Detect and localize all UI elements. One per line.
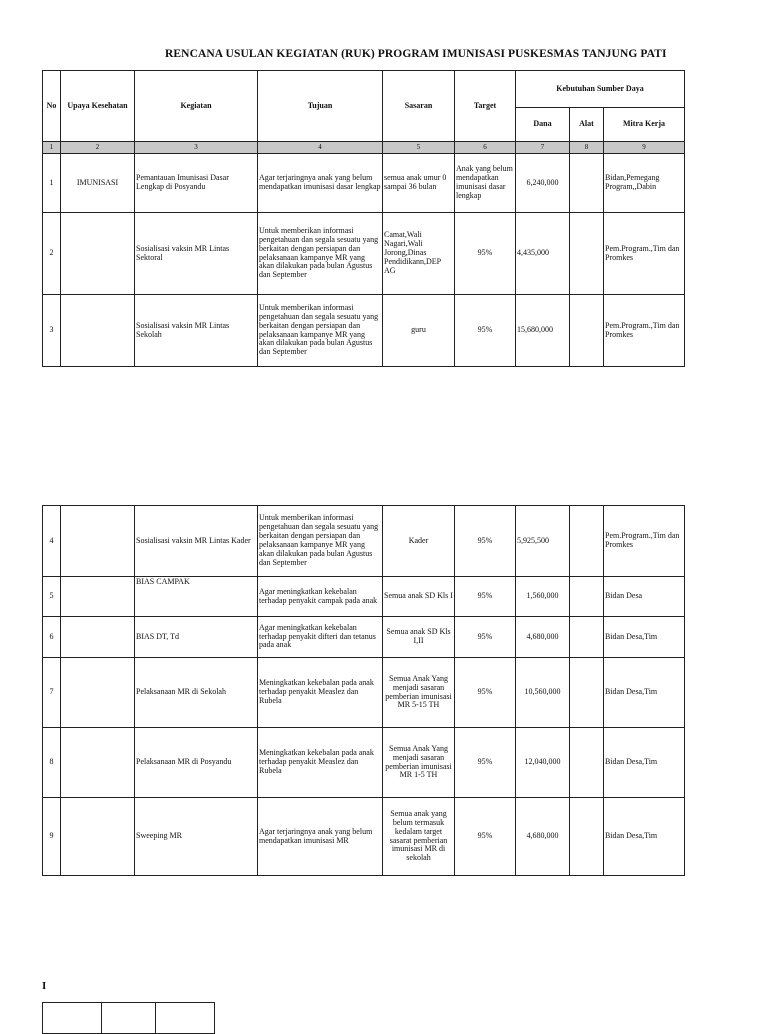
cell-mitra: Pem.Program.,Tim dan Promkes — [604, 506, 685, 577]
cell-dana: 12,040,000 — [516, 728, 570, 798]
cell-kegiatan: BIAS DT, Td — [135, 617, 258, 658]
cell-mitra: Bidan Desa,Tim — [604, 617, 685, 658]
cell-sasaran: Semua anak SD Kls I,II — [383, 617, 455, 658]
cell-alat — [570, 658, 604, 728]
cell-alat — [570, 213, 604, 295]
cell-dana: 5,925,500 — [516, 506, 570, 577]
cell-upaya — [61, 658, 135, 728]
index-cell: 9 — [604, 142, 685, 154]
cell-tujuan: Untuk memberikan informasi pengetahuan dan segala sesuatu yang berkaitan dengan persiapan dan pelaksanaan kampanye MR yang akan dilakukan pada bulan Agustus dan September — [258, 213, 383, 295]
cell-dana: 6,240,000 — [516, 154, 570, 213]
cell-alat — [570, 617, 604, 658]
cell-sasaran: guru — [383, 295, 455, 367]
cell-target: 95% — [455, 295, 516, 367]
page-marker: I — [42, 980, 47, 992]
cell-sasaran: Semua Anak Yang menjadi sasaran pemberian imunisasi MR 1-5 TH — [383, 728, 455, 798]
cell-no: 8 — [43, 728, 61, 798]
ruk-table-page-2 — [42, 505, 685, 876]
cell-mitra: Bidan Desa,Tim — [604, 728, 685, 798]
index-cell: 1 — [43, 142, 61, 154]
cell-target: 95% — [455, 798, 516, 876]
cell-kegiatan: Sosialisasi vaksin MR Lintas Sekolah — [135, 295, 258, 367]
empty-cell — [156, 1003, 215, 1034]
cell-upaya — [61, 798, 135, 876]
cell-kegiatan: Sosialisasi vaksin MR Lintas Sektoral — [135, 213, 258, 295]
cell-alat — [570, 295, 604, 367]
cell-no: 4 — [43, 506, 61, 577]
cell-tujuan: Agar meningkatkan kekebalan terhadap penyakit difteri dan tetanus pada anak — [258, 617, 383, 658]
cell-mitra: Bidan Desa,Tim — [604, 658, 685, 728]
table-row — [43, 213, 685, 295]
header-no: No — [43, 71, 61, 142]
table-row — [43, 295, 685, 367]
header-alat: Alat — [570, 108, 604, 142]
cell-alat — [570, 728, 604, 798]
next-table-fragment — [42, 1002, 215, 1034]
table-row — [43, 658, 685, 728]
cell-kegiatan: Sosialisasi vaksin MR Lintas Kader — [135, 506, 258, 577]
cell-no: 7 — [43, 658, 61, 728]
ruk-table-page-1 — [42, 70, 685, 367]
cell-tujuan: Untuk memberikan informasi pengetahuan dan segala sesuatu yang berkaitan dengan persiapan dan pelaksanaan kampanye MR yang akan dilakukan pada bulan Agustus dan September — [258, 506, 383, 577]
cell-dana: 10,560,000 — [516, 658, 570, 728]
cell-upaya: IMUNISASI — [61, 154, 135, 213]
cell-tujuan: Agar terjaringnya anak yang belum mendapatkan imunisasi MR — [258, 798, 383, 876]
cell-target: Anak yang belum mendapatkan imunisasi dasar lengkap — [455, 154, 516, 213]
empty-cell — [102, 1003, 156, 1034]
cell-sasaran: semua anak umur 0 sampai 36 bulan — [383, 154, 455, 213]
cell-sasaran: Semua anak yang belum termasuk kedalam target sasarat pemberian imunisasi MR di sekolah — [383, 798, 455, 876]
cell-no: 1 — [43, 154, 61, 213]
cell-kegiatan: Pelaksanaan MR di Sekolah — [135, 658, 258, 728]
cell-sasaran: Camat,Wali Nagari,Wali Jorong,Dinas Pendidikann,DEP AG — [383, 213, 455, 295]
cell-dana: 1,560,000 — [516, 577, 570, 617]
cell-dana: 15,680,000 — [516, 295, 570, 367]
cell-tujuan: Meningkatkan kekebalan pada anak terhadap penyakit Measlez dan Rubela — [258, 728, 383, 798]
cell-mitra: Bidan Desa,Tim — [604, 798, 685, 876]
table-row — [43, 154, 685, 213]
index-cell: 2 — [61, 142, 135, 154]
cell-kegiatan: Pemantauan Imunisasi Dasar Lengkap di Posyandu — [135, 154, 258, 213]
cell-no: 5 — [43, 577, 61, 617]
table-row — [43, 506, 685, 577]
index-cell: 7 — [516, 142, 570, 154]
cell-target: 95% — [455, 617, 516, 658]
cell-sasaran: Kader — [383, 506, 455, 577]
header-upaya-kesehatan: Upaya Kesehatan — [61, 71, 135, 142]
index-cell: 5 — [383, 142, 455, 154]
cell-target: 95% — [455, 506, 516, 577]
cell-mitra: Pem.Program.,Tim dan Promkes — [604, 295, 685, 367]
cell-target: 95% — [455, 658, 516, 728]
cell-dana: 4,680,000 — [516, 798, 570, 876]
cell-kegiatan: BIAS CAMPAK — [135, 577, 258, 617]
cell-target: 95% — [455, 728, 516, 798]
header-kebutuhan-sumber-daya: Kebutuhan Sumber Daya — [516, 71, 685, 108]
cell-upaya — [61, 506, 135, 577]
cell-kegiatan: Sweeping MR — [135, 798, 258, 876]
cell-mitra: Bidan,Pemegang Program,,Dabin — [604, 154, 685, 213]
cell-upaya — [61, 213, 135, 295]
header-tujuan: Tujuan — [258, 71, 383, 142]
document-title: RENCANA USULAN KEGIATAN (RUK) PROGRAM IMUNISASI PUSKESMAS TANJUNG PATI — [165, 48, 667, 60]
cell-tujuan: Meningkatkan kekebalan pada anak terhadap penyakit Measlez dan Rubela — [258, 658, 383, 728]
empty-cell — [43, 1003, 102, 1034]
table-row — [43, 798, 685, 876]
cell-tujuan: Agar terjaringnya anak yang belum mendapatkan imunisasi dasar lengkap — [258, 154, 383, 213]
header-sasaran: Sasaran — [383, 71, 455, 142]
cell-dana: 4,435,000 — [516, 213, 570, 295]
cell-no: 3 — [43, 295, 61, 367]
index-cell: 4 — [258, 142, 383, 154]
cell-alat — [570, 506, 604, 577]
cell-alat — [570, 154, 604, 213]
cell-tujuan: Untuk memberikan informasi pengetahuan dan segala sesuatu yang berkaitan dengan persiapan dan pelaksanaan kampanye MR yang akan dilakukan pada bulan Agustus dan September — [258, 295, 383, 367]
cell-alat — [570, 798, 604, 876]
cell-upaya — [61, 577, 135, 617]
table-row — [43, 617, 685, 658]
header-dana: Dana — [516, 108, 570, 142]
column-index-row — [43, 142, 685, 154]
cell-tujuan: Agar meningkatkan kekebalan terhadap penyakit campak pada anak — [258, 577, 383, 617]
cell-dana: 4,680,000 — [516, 617, 570, 658]
index-cell: 6 — [455, 142, 516, 154]
cell-upaya — [61, 617, 135, 658]
cell-no: 9 — [43, 798, 61, 876]
cell-mitra: Pem.Program.,Tim dan Promkes — [604, 213, 685, 295]
cell-kegiatan: Pelaksanaan MR di Posyandu — [135, 728, 258, 798]
cell-sasaran: Semua Anak Yang menjadi sasaran pemberian imunisasi MR 5-15 TH — [383, 658, 455, 728]
header-target: Target — [455, 71, 516, 142]
index-cell: 8 — [570, 142, 604, 154]
cell-upaya — [61, 728, 135, 798]
cell-upaya — [61, 295, 135, 367]
table-row — [43, 577, 685, 617]
cell-no: 2 — [43, 213, 61, 295]
cell-target: 95% — [455, 213, 516, 295]
cell-no: 6 — [43, 617, 61, 658]
cell-mitra: Bidan Desa — [604, 577, 685, 617]
cell-target: 95% — [455, 577, 516, 617]
index-cell: 3 — [135, 142, 258, 154]
cell-sasaran: Semua anak SD Kls I — [383, 577, 455, 617]
header-kegiatan: Kegiatan — [135, 71, 258, 142]
header-mitra-kerja: Mitra Kerja — [604, 108, 685, 142]
cell-alat — [570, 577, 604, 617]
table-row — [43, 728, 685, 798]
